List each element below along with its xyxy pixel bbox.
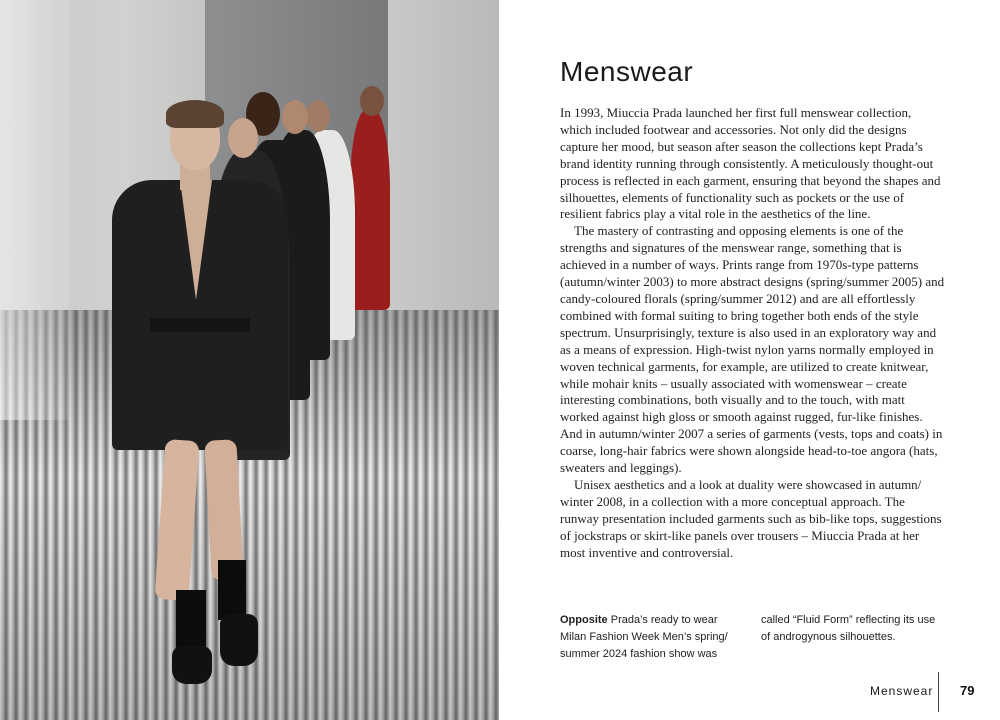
- footer-divider: [938, 672, 939, 712]
- paragraph: The mastery of contrasting and opposing elements is one of the strengths and signatures of the menswear range, something that is achieved in a number of ways. Prints range from 1970s-type patterns (autumn/winter 2003) to more abstract designs (spring/summer 2005) and candy-coloured florals (spring/summer 2012) and are all effortlessly combined with formal suiting to bring together both ends of the style spectrum. Unsurprisingly, texture is also used in an exploratory way and as a means of expression. High-twist nylon yarns normally employed in woven technical garments, for example, are utilized to create knitwear, while mohair knits – usually associated with womenswear – create interesting combinations, both visually and to the touch, with matt worked against high gloss or smooth against rugged, fur-like finishes. And in autumn/winter 2007 a series of garments (vests, tops and coats) in coarse, long-hair fabrics were shown alongside head-to-toe angora (hats, sweaters and leggings).: [560, 223, 945, 476]
- body-text: [560, 105, 945, 561]
- paragraph: In 1993, Miuccia Prada launched her first full menswear collection, which included footwear and accessories. Not only did the designs capture her mood, but season after season the collections kept Prada’s brand identity running through consistently. A meticulously thought-out process is reflected in each garment, ensuring that beyond the shapes and silhouettes, elements of functionality such as pockets or the use of resilient fabrics play a vital role in the aesthetics of the line.: [560, 105, 941, 222]
- runway-photo: [0, 0, 499, 720]
- caption-lead: Opposite: [560, 614, 608, 626]
- photo-wall-right: [388, 0, 499, 330]
- photo-caption: [560, 612, 940, 663]
- page-title: Menswear: [560, 56, 694, 87]
- running-head: Menswear: [870, 684, 934, 698]
- caption-text: Prada’s ready to wear Milan Fashion Week Men’s spring/ summer 2024 fashion show was called “Fluid Form” reflecting its use of androgynous silhouettes.: [560, 614, 936, 660]
- page-number: 79: [960, 683, 975, 698]
- photo-plastic-curtain: [0, 0, 70, 420]
- paragraph: Unisex aesthetics and a look at duality were showcased in autumn/ winter 2008, in a collection with a more conceptual approach. The runway presentation included garments such as bib-like tops, suggestions of jockstraps or skirt-like panels over trousers – Miuccia Prada at her most inventive and controversial.: [560, 476, 942, 560]
